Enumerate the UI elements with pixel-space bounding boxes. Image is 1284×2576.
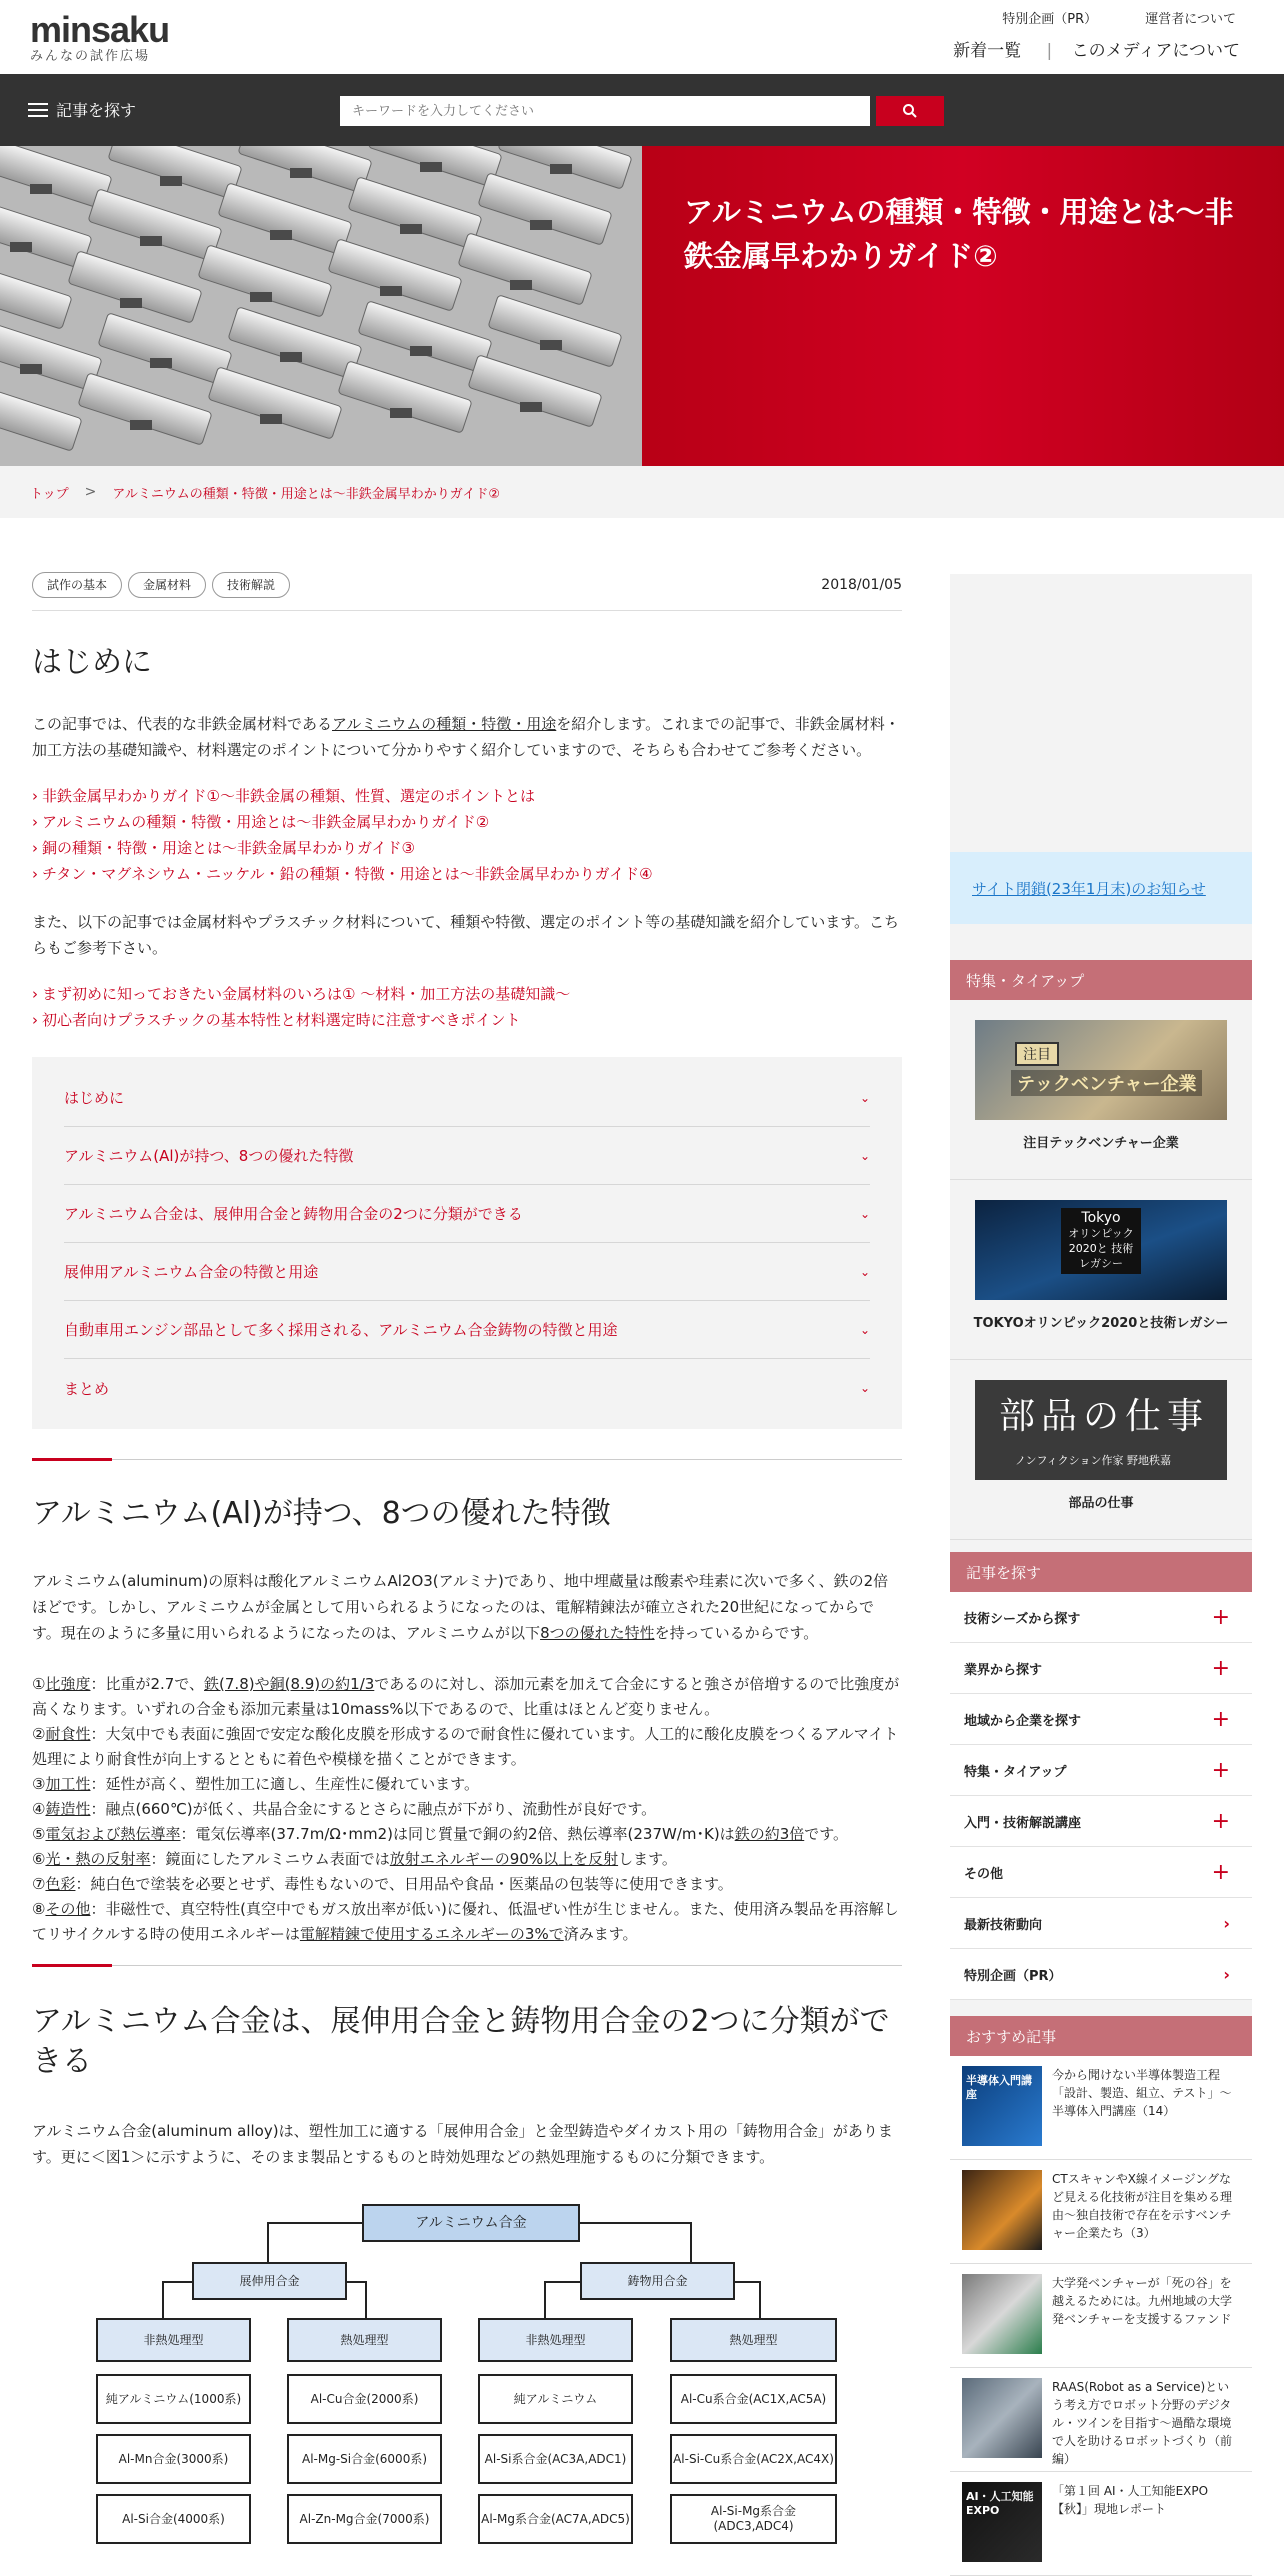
feature-item: ①比強度：比重が2.7で、鉄(7.8)や銅(8.9)の約1/3であるのに対し、添加元素を加えて合金にすると強さが倍増するので比強度が高くなります。いずれの合金も添加元素量は10mass%以下であるので、比重はほとんど変りません。 xyxy=(32,1675,900,1718)
diagram-c-heat: 熱処理型 xyxy=(670,2318,837,2362)
sidebar-menu xyxy=(950,1592,1252,2000)
publish-date: 2018/01/05 xyxy=(821,577,902,593)
connector-line xyxy=(575,2222,691,2224)
basic-link[interactable]: › 初心者向けプラスチックの基本特性と材料選定時に注意すべきポイント xyxy=(32,1011,521,1029)
feature-card[interactable] xyxy=(950,1360,1252,1540)
connector-line xyxy=(690,2222,692,2262)
diagram-item: Al-Si合金(4000系) xyxy=(96,2494,251,2544)
sidebar-menu-item[interactable]: 地域から企業を探す + xyxy=(950,1694,1252,1745)
search-icon xyxy=(902,103,918,119)
toc-item[interactable]: はじめに ⌄ xyxy=(64,1069,870,1127)
recommended-thumbnail: AI・人工知能 EXPO xyxy=(962,2482,1042,2562)
diagram-item: Al-Cu系合金(AC1X,AC5A) xyxy=(670,2374,837,2424)
feature-caption: 注目テックベンチャー企業 xyxy=(1023,1136,1179,1151)
diagram-item: Al-Si-Mg系合金(ADC3,ADC4) xyxy=(670,2494,837,2544)
logo-subtext: みんなの試作広場 xyxy=(30,49,151,64)
feature-item: ⑧その他：非磁性で、真空特性(真空中でもガス放出率が低い)に優れ、低温ぜい性が生じません。また、使用済み製品を再溶解してリサイクルする時の使用エネルギーは電解精錬で使用するエネルギーの3%で済みます。 xyxy=(32,1900,899,1943)
text: を紹介します。これまでの記事で、非鉄金属材料・加工方法の基礎知識や、材料選定のポイントについて分かりやすく紹介していますので、そちらも合わせてご参考ください。 xyxy=(32,715,900,759)
feature-caption: 部品の仕事 xyxy=(1068,1496,1134,1511)
chevron-down-icon: ⌄ xyxy=(859,1322,870,1337)
hero-title: アルミニウムの種類・特徴・用途とは～非鉄金属早わかりガイド② xyxy=(684,195,1234,273)
chevron-right-icon: › xyxy=(1223,1913,1230,1933)
diagram-w-heat: 熱処理型 xyxy=(287,2318,442,2362)
section-heading: アルミニウム(Al)が持つ、8つの優れた特徴 xyxy=(32,1496,611,1531)
feature-card[interactable] xyxy=(950,1000,1252,1180)
search-input[interactable] xyxy=(340,96,870,126)
sidebar-menu-item[interactable]: 業界から探す + xyxy=(950,1643,1252,1694)
chevron-down-icon: ⌄ xyxy=(859,1148,870,1163)
sidebar-menu-item[interactable]: 特集・タイアップ + xyxy=(950,1745,1252,1796)
plus-icon: + xyxy=(1211,1808,1230,1834)
recommended-item[interactable] xyxy=(950,2160,1252,2264)
series-link[interactable]: › チタン・マグネシウム・ニッケル・鉛の種類・特徴・用途とは～非鉄金属早わかりガイド④ xyxy=(32,865,653,883)
toc-item[interactable]: アルミニウム(Al)が持つ、8つの優れた特徴 ⌄ xyxy=(64,1127,870,1185)
feature-item: ⑦色彩：純白色で塗装を必要とせず、毒性もないので、日用品や食品・医薬品の包装等に使用できます。 xyxy=(32,1875,733,1893)
sidebar-menu-item[interactable]: 技術シーズから探す + xyxy=(950,1592,1252,1643)
diagram-item: 純アルミニウム(1000系) xyxy=(96,2374,251,2424)
connector-line xyxy=(544,2281,546,2319)
recommended-item[interactable] xyxy=(950,2472,1252,2576)
recommended-title: 「第１回 AI・人工知能EXPO【秋】」現地レポート xyxy=(1052,2484,1209,2516)
diagram-root: アルミニウム合金 xyxy=(362,2204,580,2242)
alloy-classification-diagram xyxy=(32,2200,902,2560)
series-link[interactable]: › 銅の種類・特徴・用途とは～非鉄金属早わかりガイド③ xyxy=(32,839,415,857)
feature-image: Tokyo オリンピック 2020と 技術レガシー xyxy=(975,1200,1227,1300)
inline-link[interactable]: 8つの優れた特性 xyxy=(540,1624,655,1642)
tag-list xyxy=(32,570,902,600)
section-divider xyxy=(32,1965,902,1966)
toc-item[interactable]: 展伸用アルミニウム合金の特徴と用途 ⌄ xyxy=(64,1243,870,1301)
recommended-thumbnail: 半導体入門講座 xyxy=(962,2066,1042,2146)
feature-image: 部品の仕事 ノンフィクション作家 野地秩嘉 xyxy=(975,1380,1227,1480)
diagram-item: Al-Zn-Mg合金(7000系) xyxy=(287,2494,442,2544)
site-header xyxy=(0,0,1284,74)
text: この記事では、代表的な非鉄金属材料である xyxy=(32,715,333,733)
plus-icon: + xyxy=(1211,1604,1230,1630)
divider xyxy=(32,610,902,611)
chevron-down-icon: ⌄ xyxy=(859,1264,870,1279)
hamburger-icon xyxy=(28,103,48,117)
menu-label: 記事を探す xyxy=(56,101,137,120)
recommended-title: 今から聞けない半導体製造工程「設計、製造、組立、テスト」～半導体入門講座（14） xyxy=(1052,2068,1232,2118)
connector-line xyxy=(365,2281,367,2319)
article-menu-button[interactable] xyxy=(28,98,136,121)
feature-card[interactable] xyxy=(950,1180,1252,1360)
diagram-c-nonheat: 非熱処理型 xyxy=(478,2318,633,2362)
section-paragraph: アルミニウム(aluminum)の原料は酸化アルミニウムAl2O3(アルミナ)であり、地中埋蔵量は酸素や珪素に次いで多く、鉄の2倍ほどです。しかし、アルミニウムが金属として用いられるようになったのは、電解精錬法が確立された20世紀になってからです。現在のように多量に用いられるようになったのは、アルミニウムが以下8つの優れた特性を持っているからです。 xyxy=(32,1572,889,1642)
intro-paragraph xyxy=(32,711,902,763)
connector-line xyxy=(345,2281,367,2283)
diagram-item: Al-Mg-Si合金(6000系) xyxy=(287,2434,442,2484)
connector-line xyxy=(733,2281,761,2283)
diagram-item: Al-Cu合金(2000系) xyxy=(287,2374,442,2424)
tag-item[interactable]: 金属材料 xyxy=(128,572,206,598)
link-special-pr[interactable]: 特別企画（PR） xyxy=(1002,12,1098,27)
article-content xyxy=(32,570,902,2560)
diagram-cast: 鋳物用合金 xyxy=(580,2262,735,2300)
site-closure-notice[interactable]: サイト閉鎖(23年1月末)のお知らせ xyxy=(950,852,1252,924)
basic-link[interactable]: › まず初めに知っておきたい金属材料のいろは① ～材料・加工方法の基礎知識～ xyxy=(32,985,571,1003)
connector-line xyxy=(759,2281,761,2319)
recommended-item[interactable] xyxy=(950,2368,1252,2472)
feature-list xyxy=(32,1672,902,1947)
feature-item: ⑥光・熱の反射率：鏡面にしたアルミニウム表面では放射エネルギーの90%以上を反射します。 xyxy=(32,1850,677,1868)
link-new-arrivals[interactable]: 新着一覧 xyxy=(953,41,1022,61)
recommended-title: CTスキャンやX線イメージングなど見える化技術が注目を集める理由～独自技術で存在を示すベンチャー企業たち（3） xyxy=(1052,2172,1233,2240)
chevron-right-icon: › xyxy=(1223,1964,1230,1984)
recommended-title: 大学発ベンチャーが「死の谷」を越えるためには。九州地域の大学発ベンチャーを支援するファンド xyxy=(1052,2276,1233,2326)
toc-item[interactable]: まとめ ⌄ xyxy=(64,1379,870,1398)
recommended-thumbnail xyxy=(962,2378,1042,2458)
inline-link[interactable]: アルミニウムの種類・特徴・用途 xyxy=(332,715,557,733)
series-links xyxy=(32,783,902,887)
feature-item: ③加工性：延性が高く、塑性加工に適し、生産性に優れています。 xyxy=(32,1775,479,1793)
section-divider xyxy=(32,1459,902,1460)
section-heading: アルミニウム合金は、展伸用合金と鋳物用合金の2つに分類ができる xyxy=(32,2004,890,2079)
diagram-item: Al-Mn合金(3000系) xyxy=(96,2434,251,2484)
hero-image-aluminum-ingots xyxy=(0,146,642,466)
recommended-item[interactable] xyxy=(950,2056,1252,2160)
plus-icon: + xyxy=(1211,1757,1230,1783)
breadcrumb-home[interactable]: トップ xyxy=(30,486,69,502)
diagram-item: Al-Mg系合金(AC7A,ADC5) xyxy=(478,2494,633,2544)
plus-icon: + xyxy=(1211,1859,1230,1885)
recommended-thumbnail xyxy=(962,2274,1042,2354)
top-links xyxy=(958,8,1236,27)
chevron-down-icon: ⌄ xyxy=(859,1381,870,1395)
feature-item: ⑤電気および熱伝導率：電気伝導率(37.7m/Ω･mm2)は同じ質量で銅の約2倍、熱伝導率(237W/m･K)は鉄の約3倍です。 xyxy=(32,1825,849,1843)
hero-title-panel xyxy=(642,146,1284,466)
feature-item: ④鋳造性：融点(660℃)が低く、共晶合金にするとさらに融点が下がり、流動性が良好です。 xyxy=(32,1800,657,1818)
diagram-item: Al-Si系合金(AC3A,ADC1) xyxy=(478,2434,633,2484)
feature-image: 注目 テックベンチャー企業 xyxy=(975,1020,1227,1120)
sidebar-menu-item[interactable]: 特別企画（PR） › xyxy=(950,1949,1252,2000)
site-logo[interactable] xyxy=(30,10,180,62)
diagram-item: Al-Si-Cu系合金(AC2X,AC4X) xyxy=(670,2434,837,2484)
feature-caption: TOKYOオリンピック2020と技術レガシー xyxy=(973,1316,1229,1331)
nav-bar xyxy=(0,74,1284,146)
recommended-title: RAAS(Robot as a Service)という考え方でロボット分野のデジタル・ツインを目指す～過酷な環境で人を助けるロボットづくり（前編） xyxy=(1052,2380,1233,2466)
diagram-w-nonheat: 非熱処理型 xyxy=(96,2318,251,2362)
connector-line xyxy=(544,2281,582,2283)
feature-item: ②耐食性：大気中でも表面に強固で安定な酸化皮膜を形成するので耐食性に優れています。人工的に酸化皮膜をつくるアルマイト処理により耐食性が向上するとともに着色や模様を描くことができます。 xyxy=(32,1725,899,1768)
breadcrumb xyxy=(0,466,1284,518)
sidebar-menu-item[interactable]: 最新技術動向 › xyxy=(950,1898,1252,1949)
connector-line xyxy=(162,2281,164,2319)
chevron-down-icon: ⌄ xyxy=(859,1090,870,1105)
sidebar-menu-item[interactable]: その他 + xyxy=(950,1847,1252,1898)
plus-icon: + xyxy=(1211,1655,1230,1681)
series-link[interactable]: › アルミニウムの種類・特徴・用途とは～非鉄金属早わかりガイド② xyxy=(32,813,490,831)
logo-text: minsaku xyxy=(30,9,170,50)
sidebar-heading-feature: 特集・タイアップ xyxy=(950,960,1252,1000)
diagram-item: 純アルミニウム xyxy=(478,2374,633,2424)
basic-links xyxy=(32,981,902,1033)
intro-heading: はじめに xyxy=(32,645,152,680)
link-separator: | xyxy=(1046,41,1053,61)
recommended-list xyxy=(950,2056,1252,2576)
sidebar xyxy=(950,574,1252,2574)
search-button[interactable] xyxy=(876,96,944,126)
chevron-right-icon: > xyxy=(84,484,97,500)
toc-item[interactable]: アルミニウム合金は、展伸用合金と鋳物用合金の2つに分類ができる ⌄ xyxy=(64,1185,870,1243)
link-about-media[interactable]: このメディアについて xyxy=(1071,41,1240,61)
breadcrumb-current: アルミニウムの種類・特徴・用途とは～非鉄金属早わかりガイド② xyxy=(112,486,500,502)
sidebar-heading-recommended: おすすめ記事 xyxy=(950,2016,1252,2056)
recommended-thumbnail xyxy=(962,2170,1042,2250)
main-links xyxy=(925,36,1240,61)
table-of-contents xyxy=(32,1057,902,1429)
intro-paragraph-2: また、以下の記事では金属材料やプラスチック材料について、種類や特徴、選定のポイント等の基礎知識を紹介しています。こちらもご参考下さい。 xyxy=(32,913,900,957)
sidebar-menu-item[interactable]: 入門・技術解説講座 + xyxy=(950,1796,1252,1847)
chevron-down-icon: ⌄ xyxy=(859,1206,870,1221)
diagram-wrought: 展伸用合金 xyxy=(192,2262,347,2300)
tag-item[interactable]: 技術解説 xyxy=(212,572,290,598)
section-paragraph: アルミニウム合金(aluminum alloy)は、塑性加工に適する「展伸用合金」と金型鋳造やダイカスト用の「鋳物用合金」があります。更に＜図1＞に示すように、そのまま製品とするものと時効処理などの熱処理施するものに分類できます。 xyxy=(32,2122,893,2166)
plus-icon: + xyxy=(1211,1706,1230,1732)
hero-banner xyxy=(0,146,1284,466)
tag-item[interactable]: 試作の基本 xyxy=(32,572,122,598)
sidebar-heading-search: 記事を探す xyxy=(950,1552,1252,1592)
toc-item[interactable]: 自動車用エンジン部品として多く採用される、アルミニウム合金鋳物の特徴と用途 ⌄ xyxy=(64,1301,870,1359)
series-link[interactable]: › 非鉄金属早わかりガイド①～非鉄金属の種類、性質、選定のポイントとは xyxy=(32,787,536,805)
recommended-item[interactable] xyxy=(950,2264,1252,2368)
connector-line xyxy=(162,2281,194,2283)
link-operator[interactable]: 運営者について xyxy=(1145,12,1236,27)
connector-line xyxy=(267,2222,269,2262)
